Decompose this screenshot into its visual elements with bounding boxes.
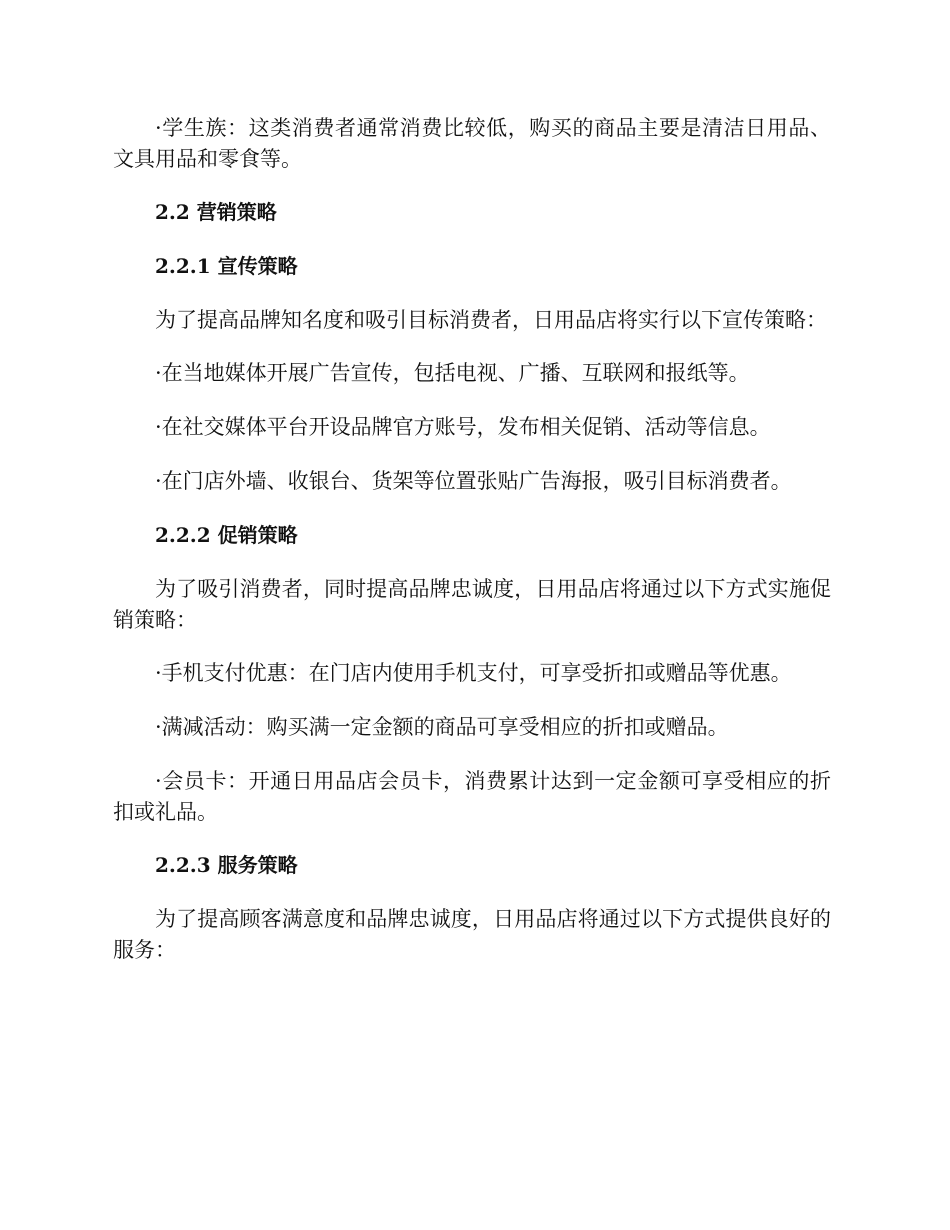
paragraph-sales-promotion-intro: 为了吸引消费者，同时提高品牌忠诚度，日用品店将通过以下方式实施促销策略： — [113, 577, 831, 632]
subsection-heading-sales-promotion: 2.2.2 促销策略 — [155, 523, 298, 547]
bullet-social-media: ·在社交媒体平台开设品牌官方账号，发布相关促销、活动等信息。 — [155, 415, 771, 439]
bullet-posters: ·在门店外墙、收银台、货架等位置张贴广告海报，吸引目标消费者。 — [155, 469, 792, 493]
paragraph-student-segment: ·学生族：这类消费者通常消费比较低，购买的商品主要是清洁日用品、文具用品和零食等。 — [113, 116, 831, 171]
bullet-local-media: ·在当地媒体开展广告宣传，包括电视、广播、互联网和报纸等。 — [155, 361, 750, 385]
bullet-mobile-payment: ·手机支付优惠：在门店内使用手机支付，可享受折扣或赠品等优惠。 — [155, 661, 792, 685]
paragraph-promotion-intro: 为了提高品牌知名度和吸引目标消费者，日用品店将实行以下宣传策略： — [155, 308, 827, 332]
section-heading-marketing-strategy: 2.2 营销策略 — [155, 200, 277, 224]
bullet-membership-card: ·会员卡：开通日用品店会员卡，消费累计达到一定金额可享受相应的折扣或礼品。 — [113, 769, 831, 824]
paragraph-service-intro: 为了提高顾客满意度和品牌忠诚度，日用品店将通过以下方式提供良好的服务： — [113, 907, 831, 962]
bullet-discount-activity: ·满减活动：购买满一定金额的商品可享受相应的折扣或赠品。 — [155, 715, 729, 739]
subsection-heading-promotion-strategy: 2.2.1 宣传策略 — [155, 254, 298, 278]
subsection-heading-service-strategy: 2.2.3 服务策略 — [155, 853, 298, 877]
document-page — [113, 113, 831, 966]
